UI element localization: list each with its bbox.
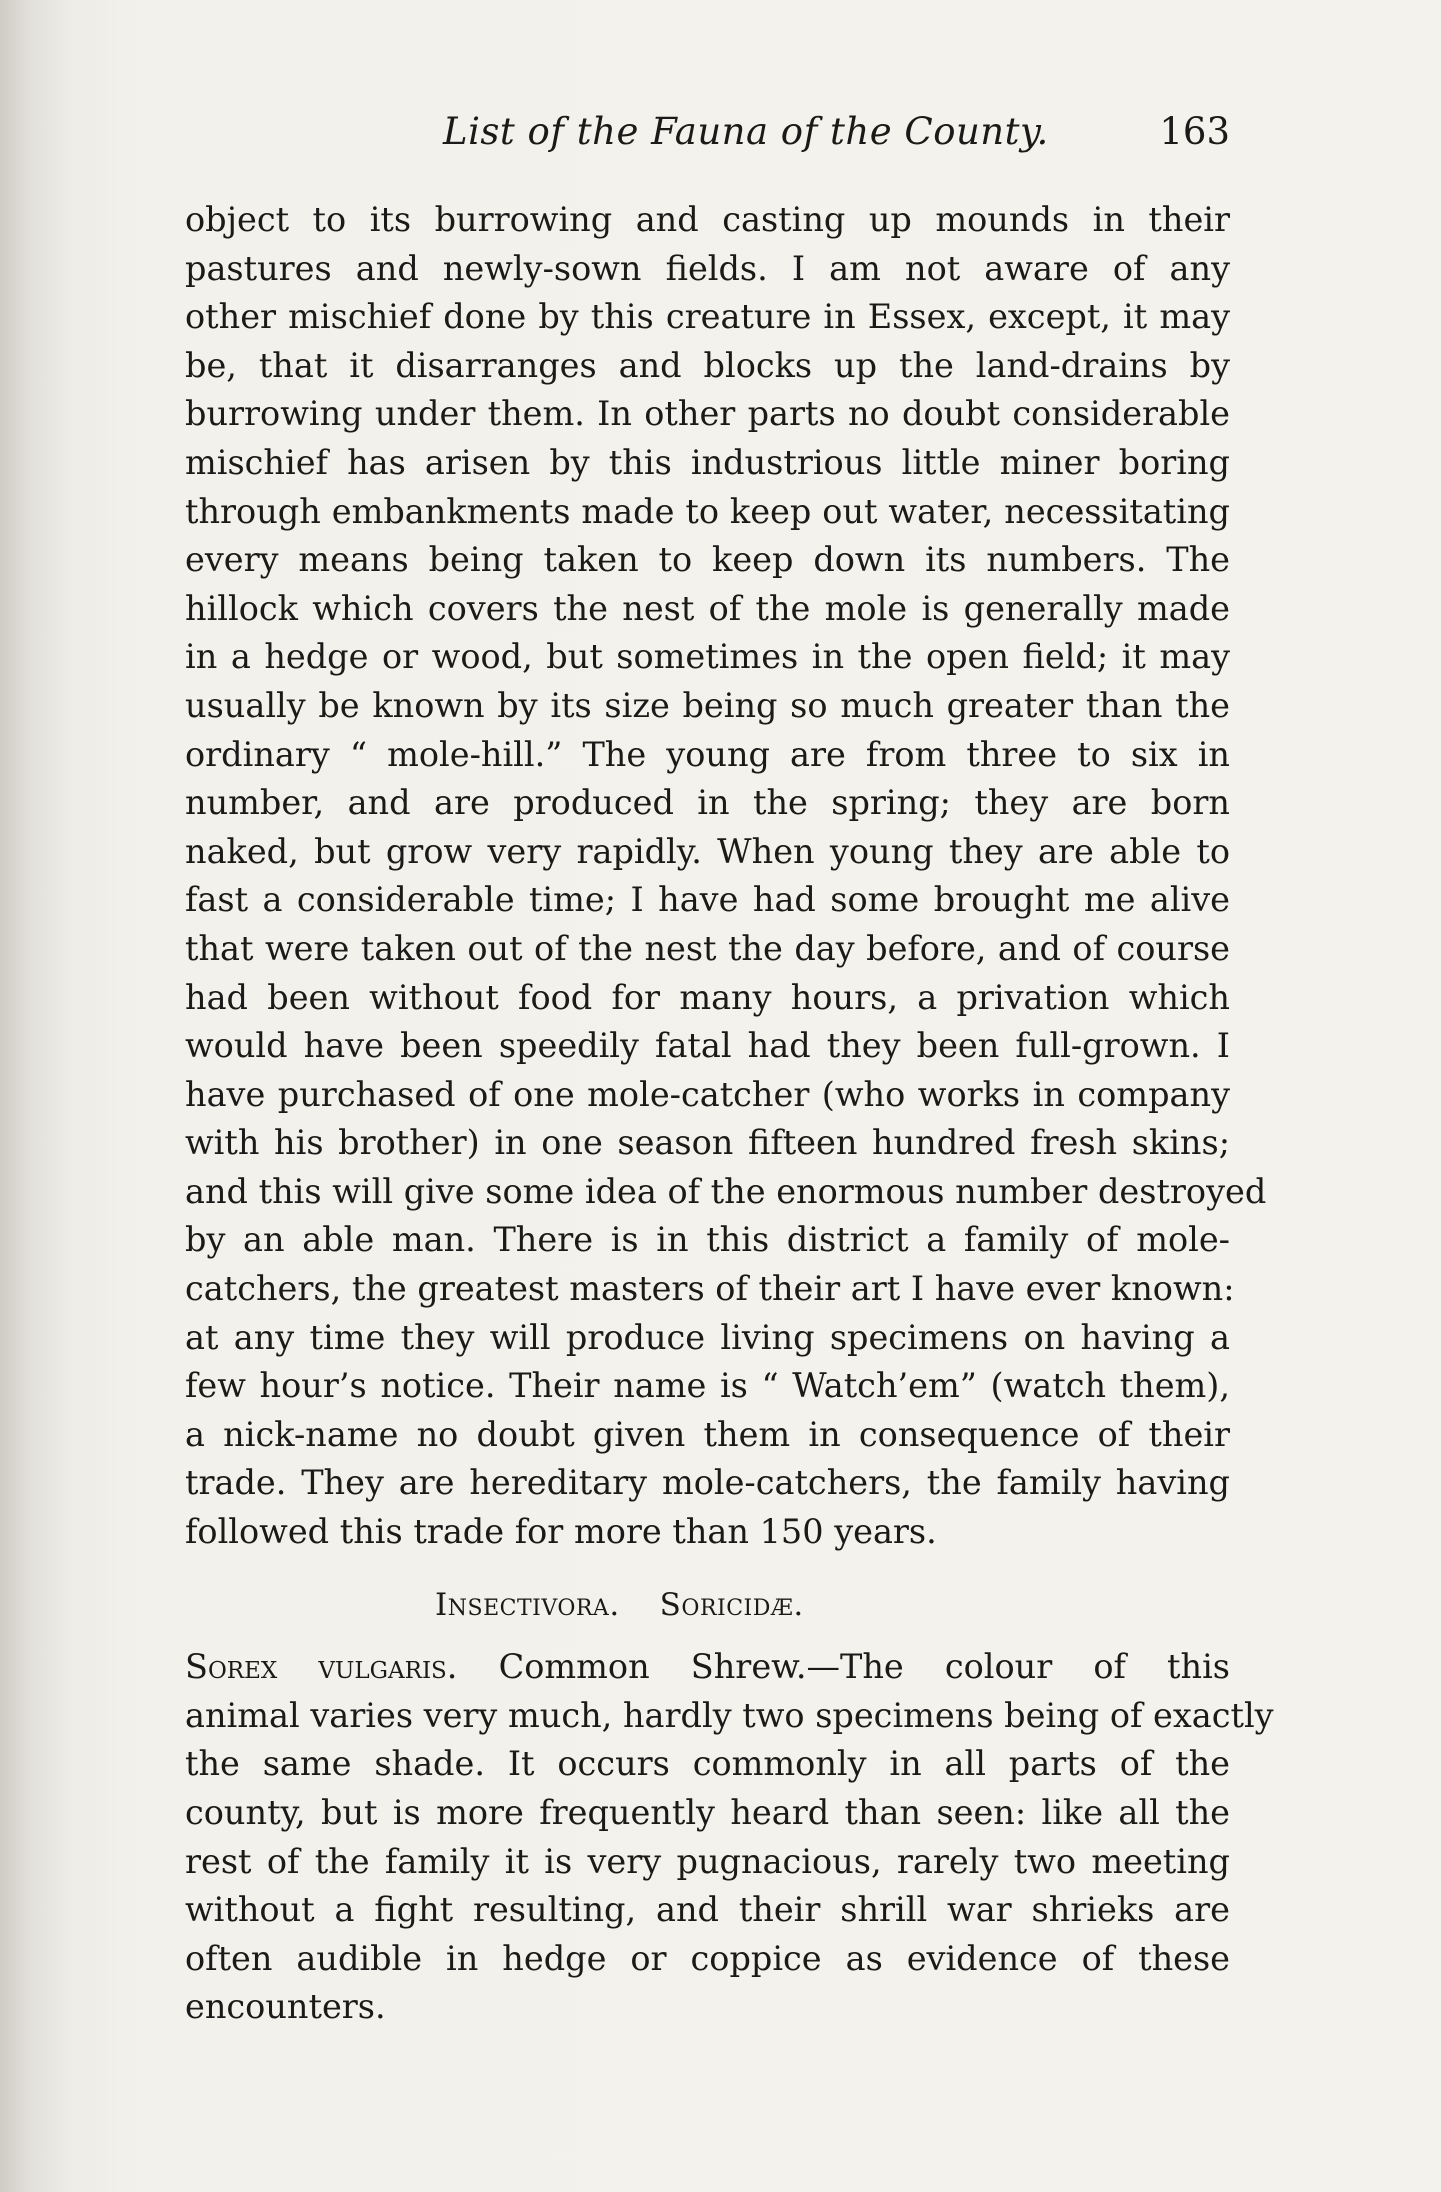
text-line: burrowing under them. In other parts no doubt considerable — [185, 394, 1230, 434]
text-line: the same shade. It occurs commonly in all parts of the — [185, 1744, 1230, 1784]
text-line: in a hedge or wood, but sometimes in the open field; it may — [185, 637, 1230, 677]
body-text — [185, 196, 1274, 2032]
section-heading — [185, 1581, 1230, 1630]
text-line: usually be known by its size being so much greater than the — [185, 685, 1230, 725]
text-line: trade. They are hereditary mole-catchers, the family having — [185, 1463, 1230, 1503]
text-line: ordinary “ mole-hill.” The young are from three to six in — [185, 734, 1230, 774]
text-line: naked, but grow very rapidly. When young they are able to — [185, 831, 1230, 871]
text-line: pastures and newly-sown fields. I am not aware of any — [185, 248, 1230, 288]
text-line: every means being taken to keep down its numbers. The — [185, 540, 1230, 580]
text-line: other mischief done by this creature in Essex, except, it may — [185, 297, 1230, 337]
text-line: and this will give some idea of the enormous number destroyed — [185, 1171, 1267, 1211]
text-line: that were taken out of the nest the day before, and of course — [185, 928, 1230, 968]
text-line: hillock which covers the nest of the mole is generally made — [185, 588, 1230, 628]
text-line: followed this trade for more than 150 years. — [185, 1512, 937, 1552]
text-line: rest of the family it is very pugnacious, rarely two meeting — [185, 1841, 1230, 1881]
text-line — [185, 1643, 1230, 1692]
text-line: through embankments made to keep out water, necessitating — [185, 491, 1230, 531]
paragraph-shrew — [185, 1643, 1274, 2032]
text-line: encounters. — [185, 1987, 386, 2027]
text-line: with his brother) in one season fifteen hundred fresh skins; — [185, 1123, 1230, 1163]
text-line: have purchased of one mole-catcher (who works in company — [185, 1074, 1230, 1114]
paragraph-mole — [185, 196, 1267, 1557]
text-line: at any time they will produce living specimens on having a — [185, 1317, 1230, 1357]
text-line: number, and are produced in the spring; they are born — [185, 783, 1230, 823]
text-line: a nick-name no doubt given them in consequence of their — [185, 1414, 1230, 1454]
order-name: Insectivora. — [435, 1586, 620, 1623]
text-line: county, but is more frequently heard than seen: like all the — [185, 1793, 1230, 1832]
text-line: would have been speedily fatal had they been full-grown. I — [185, 1026, 1230, 1066]
running-title: List of the Fauna of the County. — [443, 110, 1049, 153]
text-line: had been without food for many hours, a privation which — [185, 977, 1230, 1017]
text-line: by an able man. There is in this district a family of mole- — [185, 1220, 1230, 1260]
species-description-start: Common Shrew.—The colour of this — [498, 1647, 1231, 1687]
text-line: mischief has arisen by this industrious little miner boring — [185, 442, 1230, 482]
page-number: 163 — [1159, 110, 1230, 153]
text-line: without a fight resulting, and their shrill war shrieks are — [185, 1890, 1230, 1930]
species-name: Sorex vulgaris. — [185, 1647, 458, 1687]
text-line: object to its burrowing and casting up mounds in their — [185, 200, 1230, 239]
text-line: few hour’s notice. Their name is “ Watch’em” (watch them), — [185, 1366, 1230, 1406]
family-name: Soricidæ. — [659, 1586, 804, 1623]
text-line: fast a considerable time; I have had some brought me alive — [185, 880, 1230, 920]
page-header — [185, 110, 1230, 170]
text-line: be, that it disarranges and blocks up the land-drains by — [185, 345, 1230, 385]
text-line: often audible in hedge or coppice as evidence of these — [185, 1938, 1230, 1978]
text-line: catchers, the greatest masters of their art I have ever known: — [185, 1269, 1235, 1309]
text-line: animal varies very much, hardly two specimens being of exactly — [185, 1695, 1274, 1735]
